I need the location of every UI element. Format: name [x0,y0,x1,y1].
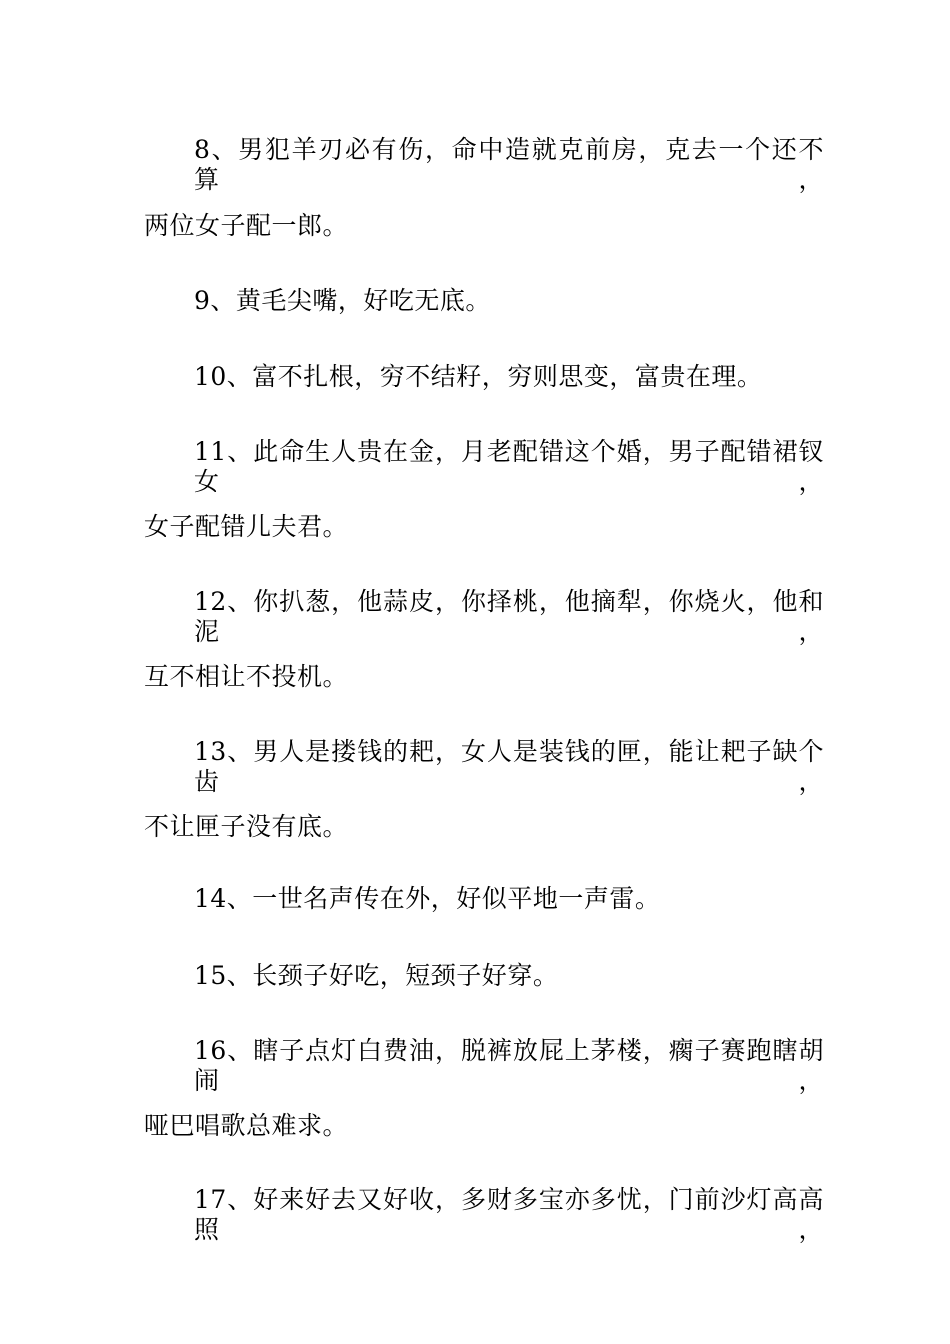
paragraph-12-line-1: 12、你扒葱，他蒜皮，你择桃，他摘犁，你烧火，他和泥， [194,587,824,646]
paragraph-15: 15、长颈子好吃，短颈子好穿。 [194,961,559,990]
paragraph-17-line-1: 17、好来好去又好收，多财多宝亦多忧，门前沙灯高高照， [194,1185,824,1244]
paragraph-9: 9、黄毛尖嘴，好吃无底。 [194,286,491,315]
paragraph-13-line-2: 不让匣子没有底。 [144,812,349,841]
paragraph-16-line-1: 16、瞎子点灯白费油，脱裤放屁上茅楼，瘸子赛跑瞎胡闹， [194,1036,824,1095]
paragraph-8-line-1: 8、男犯羊刃必有伤，命中造就克前房，克去一个还不算， [194,135,824,194]
paragraph-16-line-2: 哑巴唱歌总难求。 [144,1111,349,1140]
paragraph-10: 10、富不扎根，穷不结籽，穷则思变，富贵在理。 [194,362,763,391]
paragraph-11-line-2: 女子配错儿夫君。 [144,512,349,541]
paragraph-8-line-2: 两位女子配一郎。 [144,211,349,240]
paragraph-14: 14、一世名声传在外，好似平地一声雷。 [194,884,661,913]
paragraph-11-line-1: 11、此命生人贵在金，月老配错这个婚，男子配错裙钗女， [194,437,824,496]
paragraph-13-line-1: 13、男人是搂钱的耙，女人是装钱的匣，能让耙子缺个齿， [194,737,824,796]
paragraph-12-line-2: 互不相让不投机。 [144,662,349,691]
